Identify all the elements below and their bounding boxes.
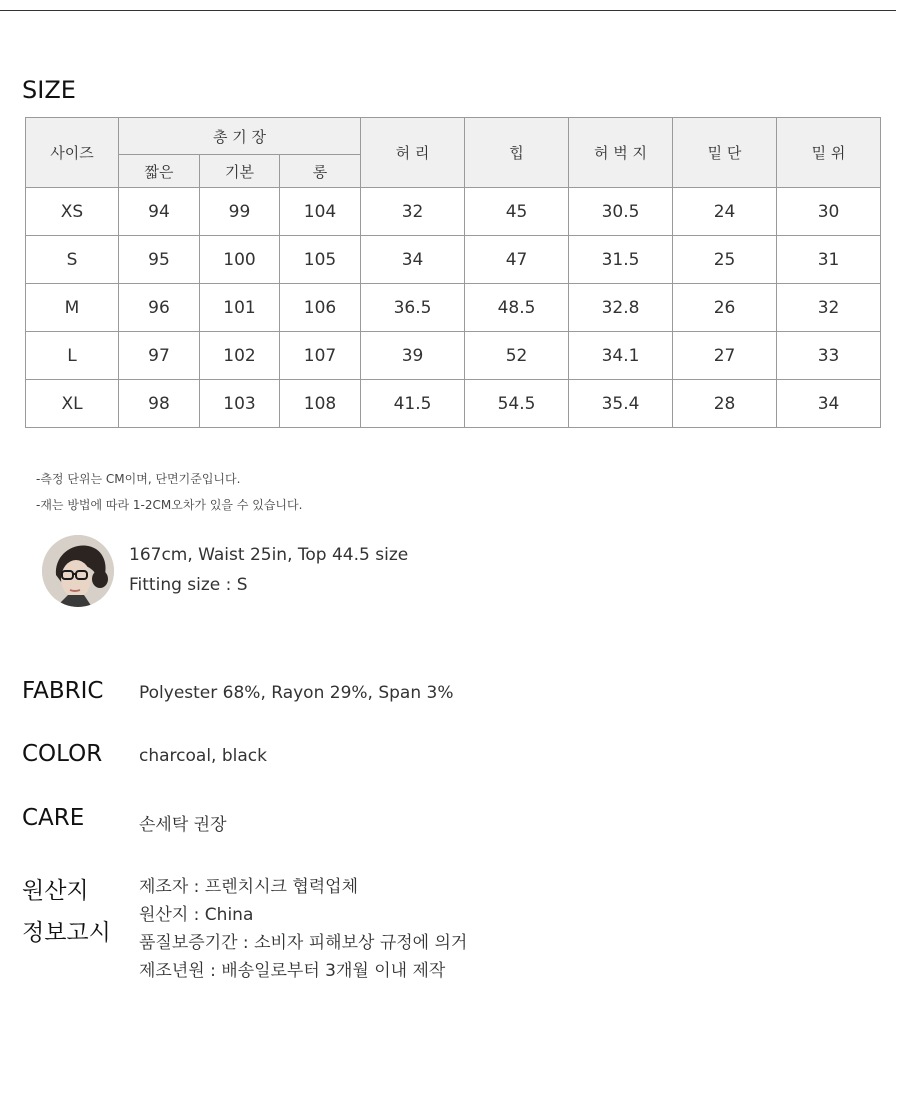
measurement-notes: [36, 466, 302, 518]
table-cell: L: [26, 332, 119, 380]
care-label: CARE: [22, 805, 85, 831]
table-cell: 103: [200, 380, 280, 428]
header-hip: 힙: [465, 118, 569, 188]
table-cell: 45: [465, 188, 569, 236]
table-cell: 31.5: [569, 236, 673, 284]
origin-label-line: 정보고시: [22, 920, 111, 946]
table-row: [26, 188, 881, 236]
table-cell: 98: [119, 380, 200, 428]
size-table: [25, 117, 881, 428]
table-cell: 95: [119, 236, 200, 284]
model-fitting-size: Fitting size : S: [129, 575, 248, 595]
top-divider: [0, 10, 896, 11]
country-of-origin-line: 원산지 : China: [139, 905, 254, 925]
model-avatar: [42, 535, 114, 607]
table-cell: 101: [200, 284, 280, 332]
table-cell: XS: [26, 188, 119, 236]
table-cell: 32.8: [569, 284, 673, 332]
origin-label-line: 원산지: [22, 878, 89, 904]
table-cell: 33: [777, 332, 881, 380]
table-cell: 105: [280, 236, 361, 284]
header-length-long: 롱: [280, 155, 361, 188]
manufacturer-line: 제조자 : 프렌치시크 협력업체: [139, 877, 359, 897]
table-cell: 41.5: [361, 380, 465, 428]
table-cell: 48.5: [465, 284, 569, 332]
header-rise: 밑 위: [777, 118, 881, 188]
table-cell: 108: [280, 380, 361, 428]
care-value: 손세탁 권장: [139, 815, 227, 835]
note-line: -재는 방법에 따라 1-2CM오차가 있을 수 있습니다.: [36, 498, 303, 512]
origin-notice-details: [139, 873, 467, 985]
table-cell: 99: [200, 188, 280, 236]
size-section-title: SIZE: [22, 76, 76, 104]
table-cell: 100: [200, 236, 280, 284]
table-cell: 32: [777, 284, 881, 332]
table-cell: 34: [361, 236, 465, 284]
table-cell: 52: [465, 332, 569, 380]
table-row: [26, 380, 881, 428]
table-cell: 27: [673, 332, 777, 380]
table-cell: 24: [673, 188, 777, 236]
table-cell: 39: [361, 332, 465, 380]
fabric-label: FABRIC: [22, 678, 104, 704]
table-row: [26, 236, 881, 284]
origin-notice-label: [22, 870, 111, 954]
table-cell: 107: [280, 332, 361, 380]
table-cell: 34.1: [569, 332, 673, 380]
table-cell: 106: [280, 284, 361, 332]
header-total-length: 총 기 장: [119, 118, 361, 155]
color-value: charcoal, black: [139, 746, 267, 766]
table-cell: 30.5: [569, 188, 673, 236]
table-cell: 54.5: [465, 380, 569, 428]
table-cell: 96: [119, 284, 200, 332]
table-cell: 30: [777, 188, 881, 236]
manufacture-date-line: 제조년원 : 배송일로부터 3개월 이내 제작: [139, 961, 446, 981]
table-cell: 104: [280, 188, 361, 236]
table-cell: 26: [673, 284, 777, 332]
note-line: -측정 단위는 CM이며, 단면기준입니다.: [36, 472, 241, 486]
header-length-short: 짧은: [119, 155, 200, 188]
fabric-value: Polyester 68%, Rayon 29%, Span 3%: [139, 683, 454, 703]
table-cell: 25: [673, 236, 777, 284]
table-cell: 32: [361, 188, 465, 236]
header-waist: 허 리: [361, 118, 465, 188]
warranty-line: 품질보증기간 : 소비자 피해보상 규정에 의거: [139, 933, 468, 953]
table-cell: 34: [777, 380, 881, 428]
table-row: [26, 284, 881, 332]
model-portrait-image: [42, 535, 114, 607]
table-cell: 36.5: [361, 284, 465, 332]
table-cell: S: [26, 236, 119, 284]
table-cell: 47: [465, 236, 569, 284]
model-measurements: 167cm, Waist 25in, Top 44.5 size: [129, 545, 409, 565]
model-info: [129, 540, 408, 600]
table-cell: 35.4: [569, 380, 673, 428]
table-cell: 31: [777, 236, 881, 284]
table-cell: 97: [119, 332, 200, 380]
table-cell: 28: [673, 380, 777, 428]
table-cell: M: [26, 284, 119, 332]
table-cell: 94: [119, 188, 200, 236]
header-size: 사이즈: [26, 118, 119, 188]
header-length-regular: 기본: [200, 155, 280, 188]
table-cell: 102: [200, 332, 280, 380]
header-hem: 밑 단: [673, 118, 777, 188]
header-thigh: 허 벅 지: [569, 118, 673, 188]
table-row: [26, 332, 881, 380]
color-label: COLOR: [22, 741, 103, 767]
table-cell: XL: [26, 380, 119, 428]
